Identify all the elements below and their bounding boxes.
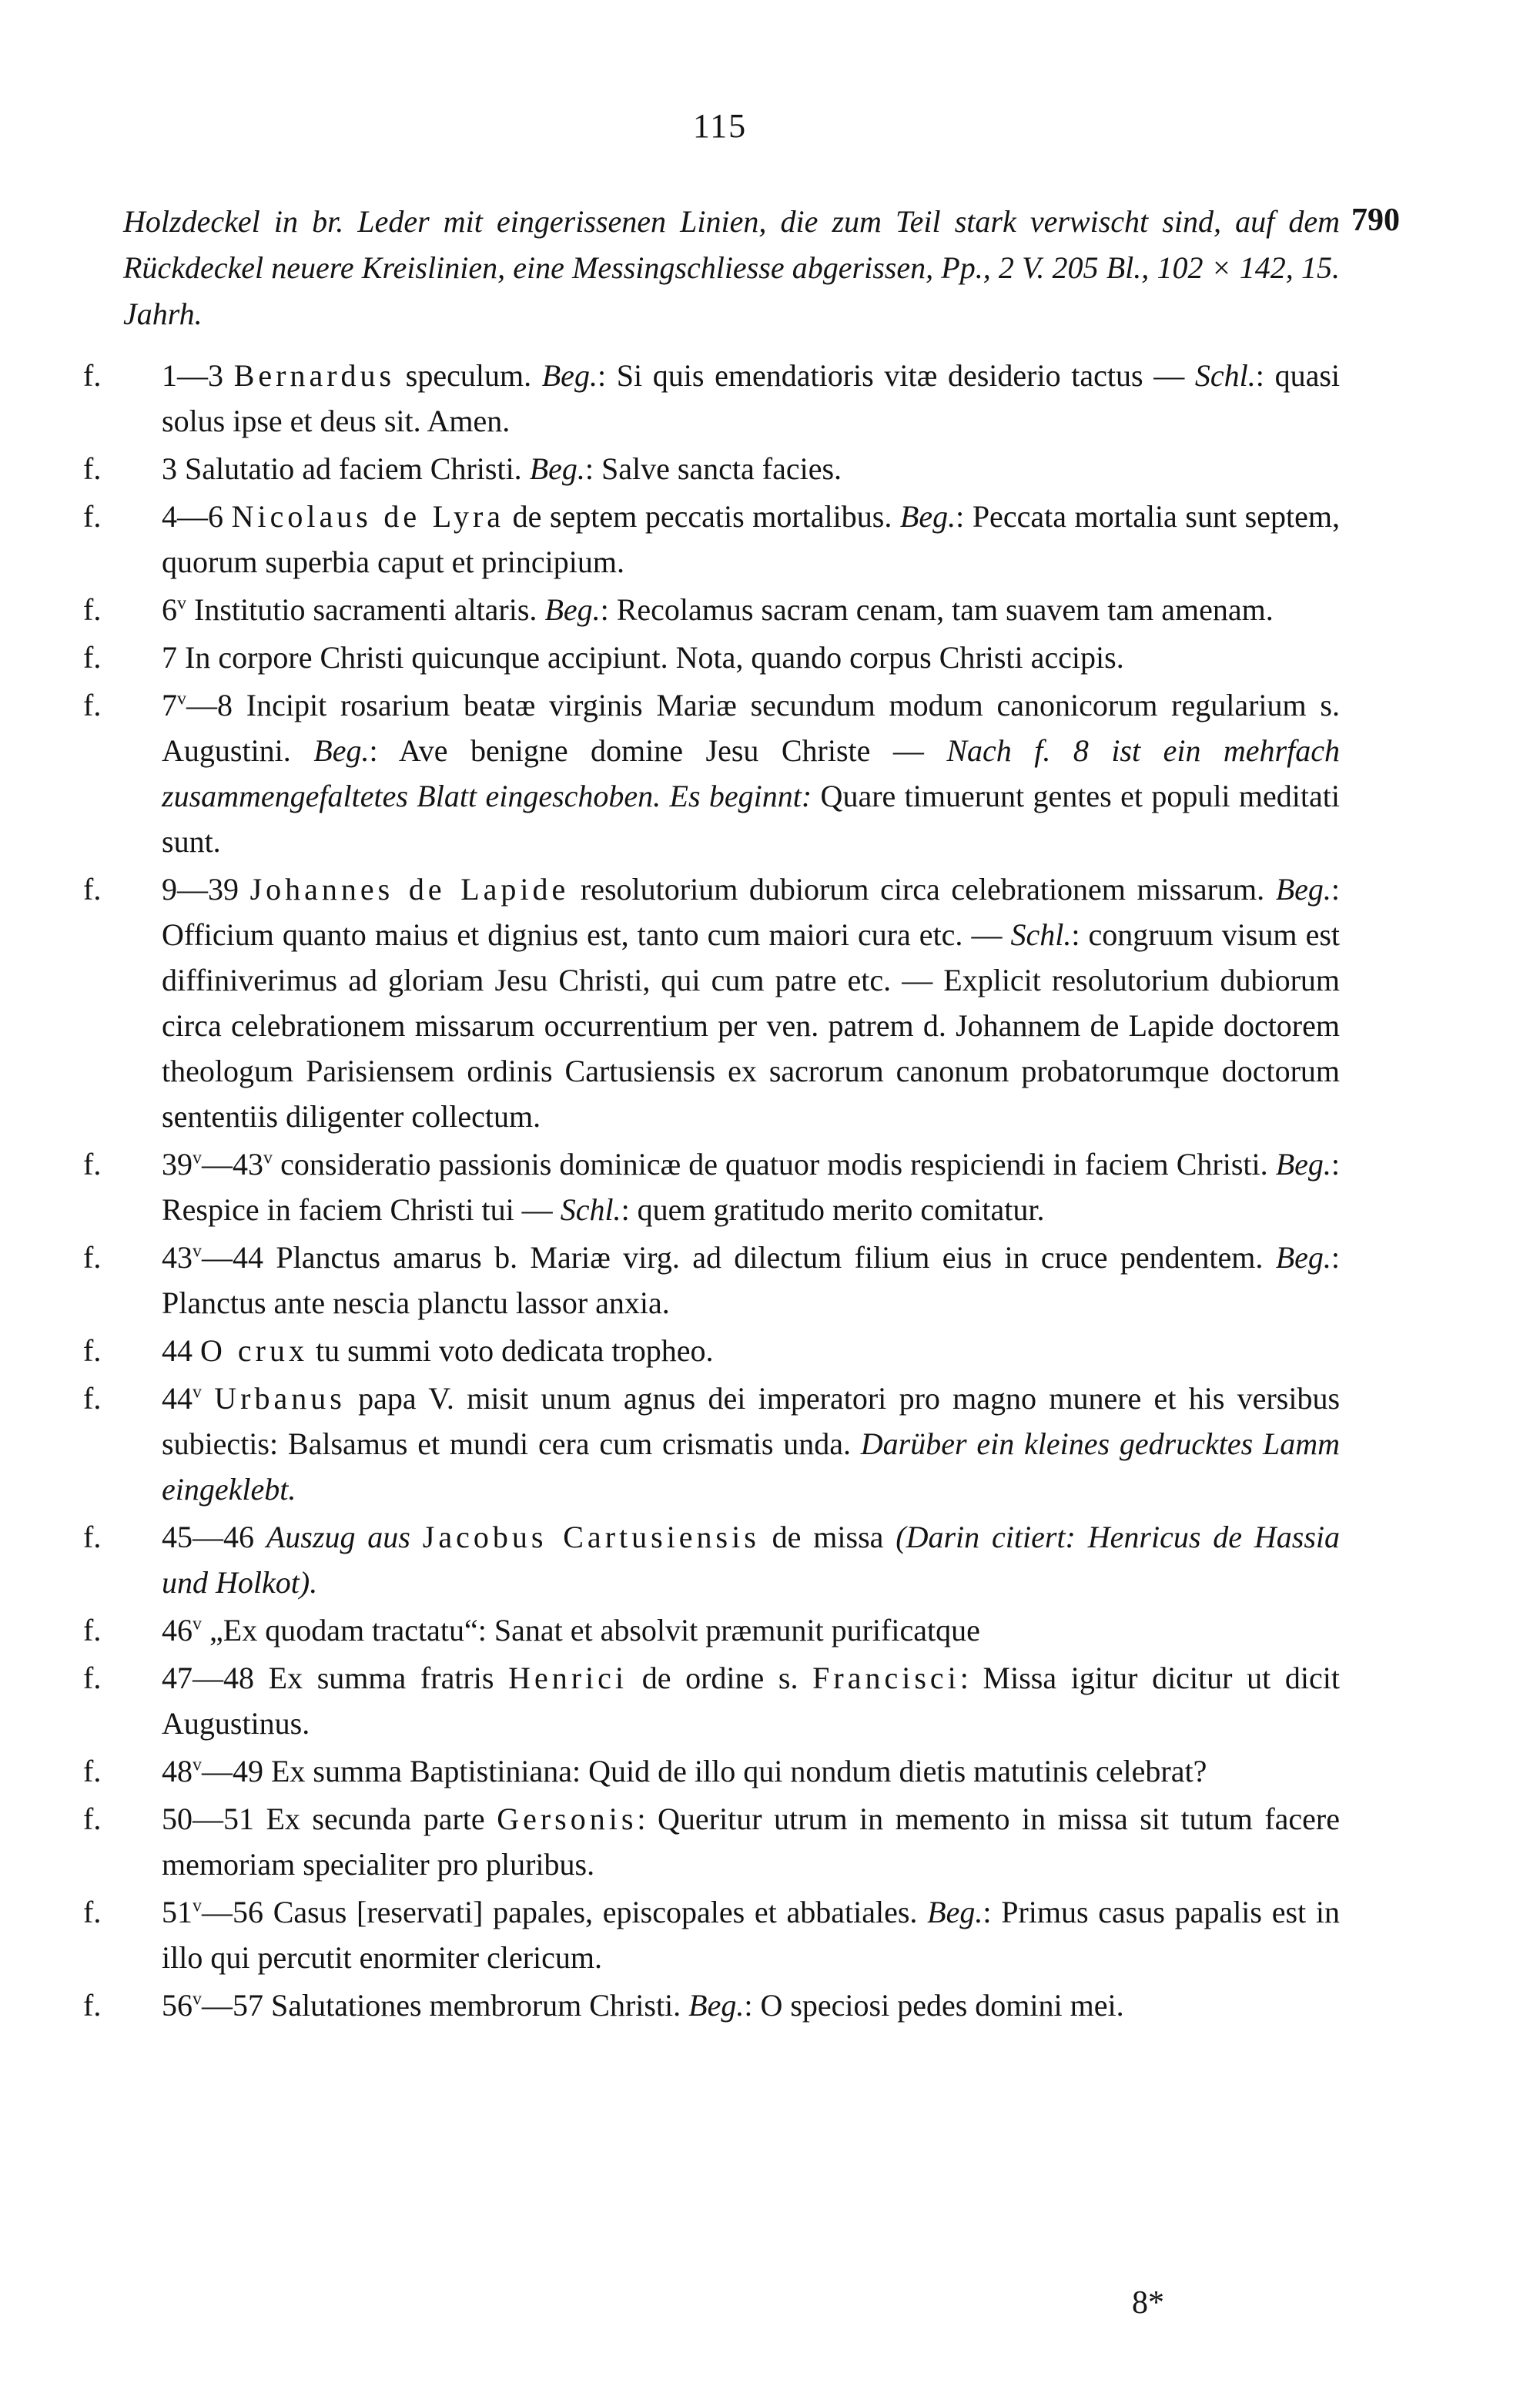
manuscript-description: Holzdeckel in br. Leder mit eingerissenen Linien, die zum Teil stark verwischt sind, auf dem Rückdeckel neuere Kreislinien, eine Messingschliesse abgerissen, Pp., 2 V. 205 Bl., 102 × 142, 15. Jahrh. xyxy=(123,204,1340,331)
list-item: f. 46$^v$ „Ex quodam tractatu“: Sanat et absolvit præmunit purificatque xyxy=(83,1607,1340,1653)
author-name: Johannes de Lapide xyxy=(249,872,570,907)
folio-label: f. xyxy=(83,499,102,534)
list-item: f. 50—51 Ex secunda parte Gersonis: Queritur utrum in memento in missa sit tutum facere memoriam specialiter pro pluribus. xyxy=(83,1796,1340,1887)
folio-label: f. xyxy=(83,1613,102,1647)
list-item: f. 7$^v$—8 Incipit rosarium beatæ virginis Mariæ secundum modum canonicorum regularium s. Augustini. Beg.: Ave benigne domine Jesu Christe — Nach f. 8 ist ein mehrfach zusammengefaltetes Blatt eingeschoben. Es beginnt: Quare timuerunt gentes et populi meditati sunt. xyxy=(83,682,1340,864)
list-item: f. 6$^v$ Institutio sacramenti altaris. Beg.: Recolamus sacram cenam, tam suavem tam amenam. xyxy=(83,587,1340,632)
folio-label: f. xyxy=(83,1381,102,1416)
folio-label: f. xyxy=(83,358,102,393)
author-name: Jacobus Cartusiensis xyxy=(422,1520,760,1554)
list-item: f. 44 O crux tu summi voto dedicata tropheo. xyxy=(83,1328,1340,1373)
folio-label: f. xyxy=(83,1147,102,1182)
list-item: f. 7 In corpore Christi quicunque accipiunt. Nota, quando corpus Christi accipis. xyxy=(83,635,1340,680)
list-item: f. 44$^v$ Urbanus papa V. misit unum agnus dei imperatori pro magno munere et his versibus subiectis: Balsamus et mundi cera cum crismatis unda. Darüber ein kleines gedrucktes Lamm eingeklebt. xyxy=(83,1376,1340,1512)
list-item: f. 47—48 Ex summa fratris Henrici de ordine s. Francisci: Missa igitur dicitur ut dicit Augustinus. xyxy=(83,1655,1340,1746)
list-item: f. 39$^v$—43$^v$ consideratio passionis dominicæ de quatuor modis respiciendi in faciem Christi. Beg.: Respice in faciem Christi tui — Schl.: quem gratitudo merito comitatur. xyxy=(83,1141,1340,1232)
author-name: Henrici xyxy=(508,1661,628,1695)
folio-label: f. xyxy=(83,1333,102,1368)
folio-label: f. xyxy=(83,1240,102,1275)
folio-label: f. xyxy=(83,1895,102,1929)
folio-label: f. xyxy=(83,1754,102,1788)
folio-label: f. xyxy=(83,451,102,486)
contents-list xyxy=(83,353,1340,2030)
list-item: f. 9—39 Johannes de Lapide resolutorium dubiorum circa celebrationem missarum. Beg.: Officium quanto maius et dignius est, tanto cum maiori cura etc. — Schl.: congruum visum est diffiniverimus ad gloriam Jesu Christi, qui cum patre etc. — Explicit resolutorium dubiorum circa celebrationem missarum occurrentium per ven. patrem d. Johannem de Lapide doctorem theologum Parisiensem ordinis Cartusiensis ex sacrorum canonum probatorumque doctorum sententiis diligenter collectum. xyxy=(83,866,1340,1139)
folio-label: f. xyxy=(83,1988,102,2023)
list-item: f. 4—6 Nicolaus de Lyra de septem peccatis mortalibus. Beg.: Peccata mortalia sunt septem, quorum superbia caput et principium. xyxy=(83,494,1340,585)
list-item: f. 48$^v$—49 Ex summa Baptistiniana: Quid de illo qui nondum dietis matutinis celebrat? xyxy=(83,1748,1340,1794)
folio-label: f. xyxy=(83,872,102,907)
folio-label: f. xyxy=(83,1520,102,1554)
list-item: f. 1—3 Bernardus speculum. Beg.: Si quis emendatioris vitæ desiderio tactus — Schl.: quasi solus ipse et deus sit. Amen. xyxy=(83,353,1340,444)
author-name: Urbanus xyxy=(214,1381,346,1416)
list-item: f. 56$^v$—57 Salutationes membrorum Christi. Beg.: O speciosi pedes domini mei. xyxy=(83,1983,1340,2028)
folio-label: f. xyxy=(83,688,102,722)
signature-mark: 8* xyxy=(1132,2285,1164,2321)
author-name: Nicolaus de Lyra xyxy=(231,499,505,534)
folio-label: f. xyxy=(83,1802,102,1836)
list-item: f. 43$^v$—44 Planctus amarus b. Mariæ virg. ad dilectum filium eius in cruce pendentem. Beg.: Planctus ante nescia planctu lassor anxia. xyxy=(83,1235,1340,1326)
list-item: f. 45—46 Auszug aus Jacobus Cartusiensis de missa (Darin citiert: Henricus de Hassia und Holkot). xyxy=(83,1514,1340,1605)
list-item: f. 51$^v$—56 Casus [reservati] papales, episcopales et abbatiales. Beg.: Primus casus papalis est in illo qui percutit enormiter clericum. xyxy=(83,1889,1340,1980)
page-number: 115 xyxy=(692,107,748,145)
author-name: Francisci xyxy=(812,1661,960,1695)
catalogue-number: 790 xyxy=(1351,203,1400,238)
list-item: f. 3 Salutatio ad faciem Christi. Beg.: Salve sancta facies. xyxy=(83,446,1340,491)
author-name: Gersonis xyxy=(497,1802,638,1836)
folio-label: f. xyxy=(83,1661,102,1695)
folio-label: f. xyxy=(83,640,102,675)
author-name: Bernardus xyxy=(233,358,396,393)
folio-label: f. xyxy=(83,592,102,627)
